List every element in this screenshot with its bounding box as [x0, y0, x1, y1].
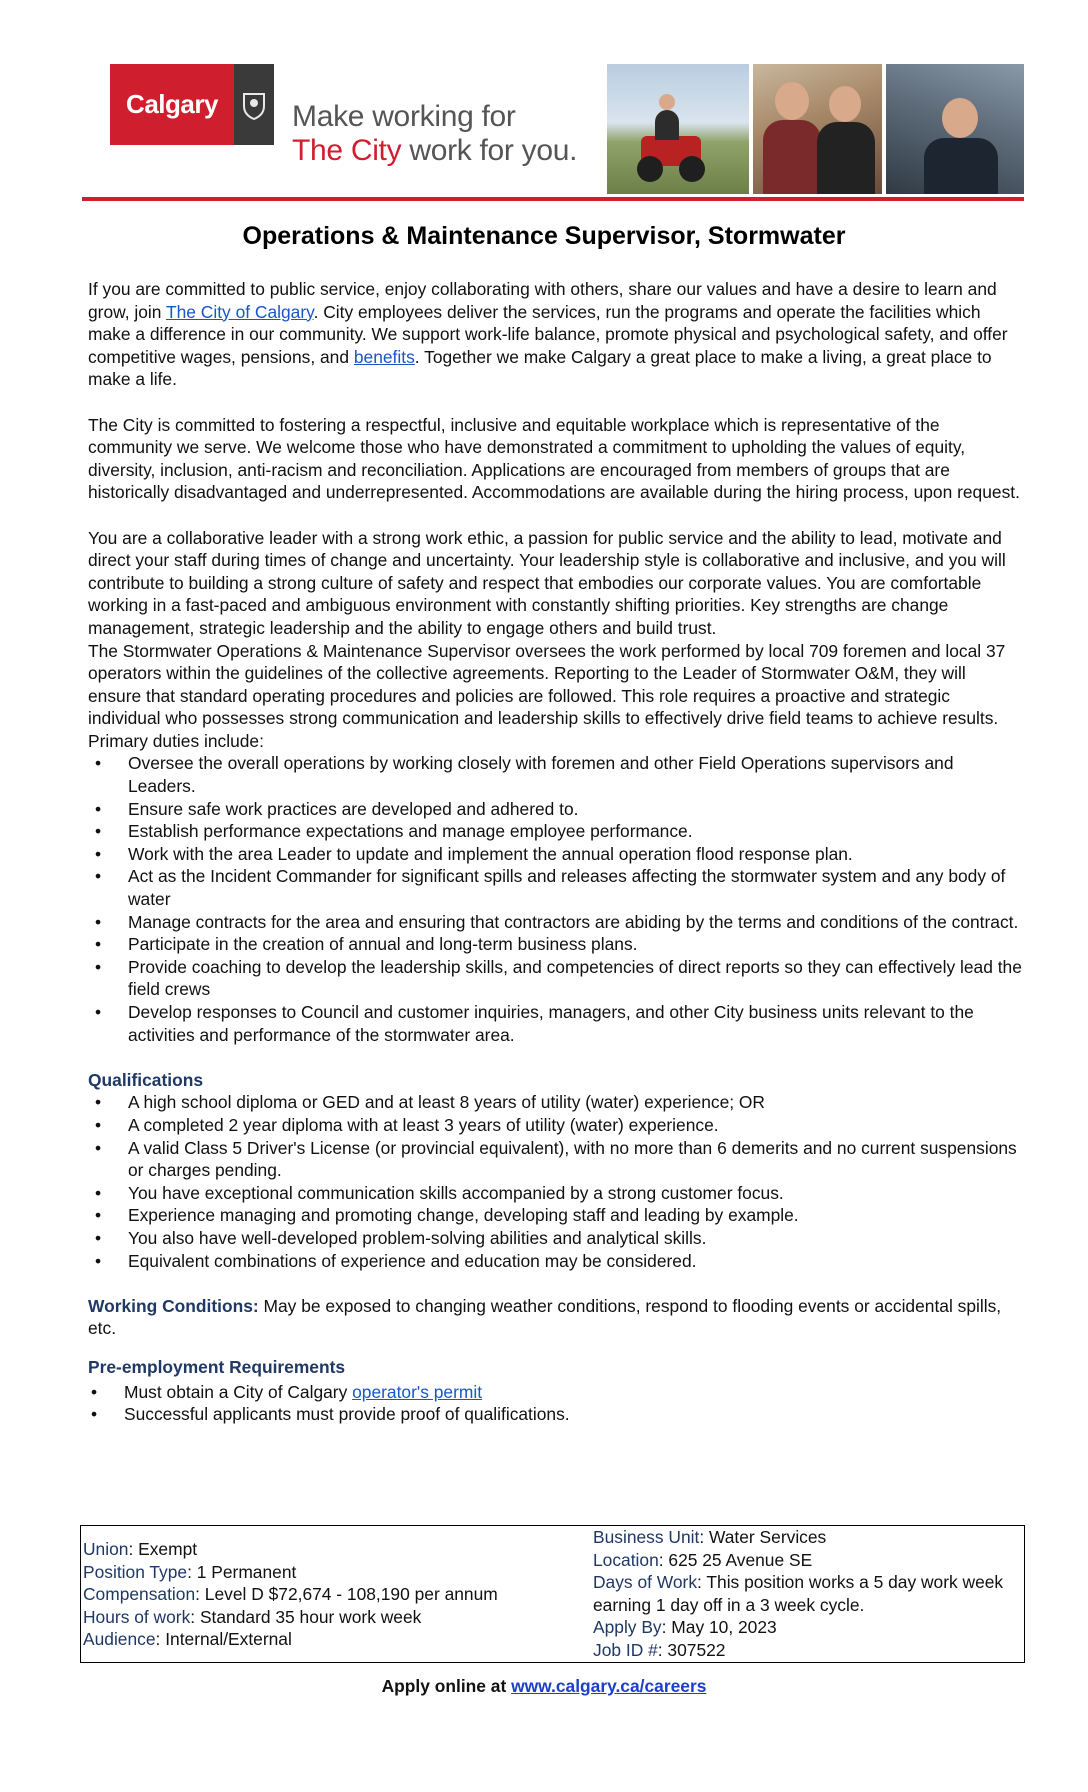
- list-item: • Oversee the overall operations by working closely with foremen and other Field Operations supervisors and Leaders.: [128, 752, 1023, 797]
- photo-transit-driver: [886, 64, 1024, 194]
- list-item: • A completed 2 year diploma with at least 3 years of utility (water) experience.: [128, 1114, 1023, 1137]
- position-type-row: Position Type: 1 Permanent: [83, 1561, 297, 1582]
- working-conditions-label: Working Conditions:: [88, 1295, 259, 1316]
- apply-online-footer: Apply online at www.calgary.ca/careers: [381, 1676, 707, 1696]
- city-crest-icon: [234, 64, 274, 145]
- tagline-line2: The City work for you.: [292, 134, 578, 167]
- list-item: • Equivalent combinations of experience and education may be considered.: [128, 1250, 1023, 1273]
- pre-employment-list: [88, 1381, 1023, 1426]
- list-item: • Participate in the creation of annual and long-term business plans.: [128, 933, 1023, 956]
- list-item: • You also have well-developed problem-solving abilities and analytical skills.: [128, 1227, 1023, 1250]
- list-item: • A high school diploma or GED and at least 8 years of utility (water) experience; OR: [128, 1091, 1023, 1114]
- list-item: • You have exceptional communication skills accompanied by a strong customer focus.: [128, 1182, 1023, 1205]
- job-id-row: Job ID #: 307522: [593, 1639, 726, 1660]
- audience-row: Audience: Internal/External: [83, 1629, 292, 1650]
- details-left-column: [83, 1538, 583, 1651]
- list-item: • A valid Class 5 Driver's License (or provincial equivalent), with no more than 6 demerits and no current suspensions or charges pending.: [128, 1137, 1023, 1182]
- compensation-row: Compensation: Level D $72,674 - 108,190 per annum: [83, 1584, 498, 1605]
- list-item: • Establish performance expectations and manage employee performance.: [128, 820, 1023, 843]
- tagline-line1: Make working for: [292, 100, 516, 133]
- banner-divider: [82, 197, 1024, 201]
- union-row: Union: Exempt: [83, 1539, 198, 1559]
- position-details-box: [80, 1525, 1025, 1663]
- photo-office-workers: [753, 64, 882, 194]
- details-right-column: [593, 1526, 1013, 1662]
- operators-permit-link[interactable]: operator's permit: [352, 1381, 483, 1402]
- list-item: • Must obtain a City of Calgary operator's permit: [124, 1381, 1023, 1404]
- business-unit-row: Business Unit: Water Services: [593, 1527, 827, 1547]
- qualifications-list: [88, 1091, 1023, 1272]
- list-item: • Provide coaching to develop the leadership skills, and competencies of direct reports so they can effectively lead the field crews: [128, 956, 1023, 1001]
- careers-link[interactable]: www.calgary.ca/careers: [511, 1676, 707, 1696]
- role-paragraph: The Stormwater Operations & Maintenance Supervisor oversees the work performed by local 709 foremen and local 37 operators within the guidelines of the collective agreements. Reporting to the Leader of Stormwater O&M, they will ensure that standard operating procedures and policies are followed. This role requires a proactive and strategic individual who possesses strong communication and leadership skills to effectively drive field teams to achieve results. Primary duties include:: [88, 640, 1006, 751]
- list-item: • Ensure safe work practices are developed and adhered to.: [128, 798, 1023, 821]
- city-of-calgary-link[interactable]: The City of Calgary: [166, 301, 314, 322]
- apply-by-row: Apply By: May 10, 2023: [593, 1617, 777, 1638]
- days-of-work-row: Days of Work: This position works a 5 day work week earning 1 day off in a 3 week cycle.: [593, 1572, 1004, 1615]
- posting-body: [88, 278, 1023, 1426]
- benefits-link[interactable]: benefits: [353, 346, 415, 367]
- banner-tagline: [292, 100, 577, 168]
- list-item: • Manage contracts for the area and ensuring that contractors are abiding by the terms and conditions of the contract.: [128, 911, 1023, 934]
- list-item: • Experience managing and promoting change, developing staff and leading by example.: [128, 1204, 1023, 1227]
- pre-employment-heading: Pre-employment Requirements: [88, 1356, 346, 1377]
- list-item: • Successful applicants must provide proof of qualifications.: [124, 1403, 1023, 1426]
- calgary-logo: Calgary: [110, 64, 234, 145]
- hours-row: Hours of work: Standard 35 hour work week: [83, 1606, 422, 1627]
- list-item: • Work with the area Leader to update and implement the annual operation flood response plan.: [128, 843, 1023, 866]
- photo-mower-worker: [607, 64, 749, 194]
- list-item: • Develop responses to Council and customer inquiries, managers, and other City business units relevant to the activities and performance of the stormwater area.: [128, 1001, 1023, 1046]
- list-item: • Act as the Incident Commander for significant spills and releases affecting the stormwater system and any body of water: [128, 865, 1023, 910]
- equity-paragraph: The City is committed to fostering a respectful, inclusive and equitable workplace which is representative of the community we serve. We welcome those who have demonstrated a commitment to upholding the values of equity, diversity, inclusion, anti-racism and reconciliation. Applications are encouraged from members of groups that are historically disadvantaged and underrepresented. Accommodations are available during the hiring process, upon request.: [88, 414, 1020, 503]
- working-conditions: Working Conditions: May be exposed to changing weather conditions, respond to flooding events or accidental spills, etc.: [88, 1295, 1002, 1339]
- intro-paragraph: If you are committed to public service, enjoy collaborating with others, share our values and have a desire to learn and grow, join The City of Calgary. City employees deliver the services, run the programs and operate the facilities which make a difference in our community. We support work-life balance, promote physical and psychological safety, and offer competitive wages, pensions, and benefits. Together we make Calgary a great place to make a living, a great place to make a life.: [88, 279, 1008, 390]
- page-title: Operations & Maintenance Supervisor, Stormwater: [242, 222, 846, 250]
- leader-paragraph: You are a collaborative leader with a strong work ethic, a passion for public service and the ability to lead, motivate and direct your staff during times of change and uncertainty. Your leadership style is collaborative and inclusive, and you will contribute to building a strong culture of safety and respect that embodies our corporate values. You are comfortable working in a fast-paced and ambiguous environment with constantly shifting priorities. Key strengths are change management, strategic leadership and the ability to engage others and build trust.: [88, 527, 1006, 638]
- duties-list: [88, 752, 1023, 1046]
- qualifications-heading: Qualifications: [88, 1069, 203, 1090]
- header-banner: [82, 62, 1024, 196]
- location-row: Location: 625 25 Avenue SE: [593, 1549, 813, 1570]
